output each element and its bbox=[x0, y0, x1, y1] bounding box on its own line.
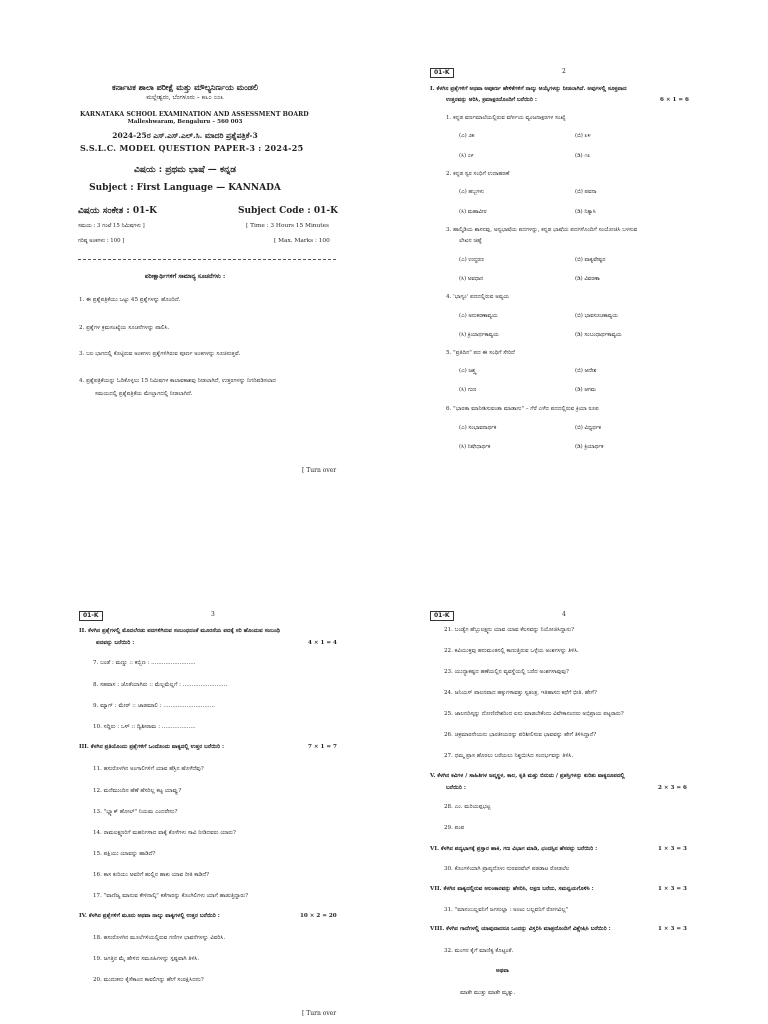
q2-option-d: (ಡಿ) ನಿತ್ಯಾಸಿ bbox=[575, 209, 596, 215]
instruction-3: 3. ಬಲ ಭಾಗದಲ್ಲಿ ಕೊಟ್ಟಿರುವ ಅಂಕಗಳು ಪ್ರಶ್ನೆಗಳಿಗಿರುವ ಪೂರ್ಣ ಅಂಕಗಳನ್ನು ಸೂಚಿಸುತ್ತವೆ. bbox=[79, 351, 241, 357]
item-19: 19. ಜಗತ್ತಿನ ಮೈ ಹೇಳಿದ ಸಮೂಹಿಗಳನ್ನು ಸ್ಪಷ್ಟವಾಗಿ ತಿಳಿಸಿ. bbox=[93, 956, 200, 962]
page-number: 2 bbox=[562, 68, 566, 75]
page-3 bbox=[0, 512, 384, 1024]
question-4: 4. 'ಭಾಗ್ಯಂ' ಪದದಲ್ಲಿರುವ ಅವ್ಯಯ bbox=[446, 294, 510, 300]
q3-option-b: (ಬಿ) ವಾಕ್ಯವೇಷ್ಟನ bbox=[575, 257, 606, 263]
subject-code-kn: ವಿಷಯ ಸಂಕೇತ : 01-K bbox=[78, 206, 157, 216]
item-7: 7. ಬಂಡೆ : ಮಣ್ಣು :: ಕಬ್ಬಿಣ : ......................... bbox=[93, 660, 196, 666]
q4-option-a: (ಎ) ಅನುಕರಣಾವ್ಯಯ bbox=[459, 313, 498, 319]
instruction-1: 1. ಈ ಪ್ರಶ್ನೆಪತ್ರಿಕೆಯು ಒಟ್ಟು 45 ಪ್ರಶ್ನೆಗಳನ್ನು ಹೊಂದಿದೆ. bbox=[79, 297, 181, 303]
item-32-alt: ಮಾತೇ ಮುತ್ತು ಮಾತೇ ಮೃತ್ಯು. bbox=[460, 990, 516, 996]
q1-option-d: (ಡಿ) ೧೩ bbox=[575, 153, 591, 159]
q3-option-a: (ಎ) ಉದ್ಧರಣ bbox=[459, 257, 484, 263]
item-25: 25. ಜಾಲನದಿಸ್ಕನ್ನು ದೋಣಿದೇಶರಿಂದ ಏನು ಮಾಡಬೇಕೆಂದು ವಿವೇಕಾನಂದರು ಅಭಿಪ್ರಾಯ ಪಟ್ಟರಾರು? bbox=[444, 711, 624, 717]
item-22: 22. ಕವಿಯುಕ್ತವು ಹನುಮಂತನಲ್ಲಿ ಕಾಣುತ್ತಿರುವ ಒಳ್ಳೆಯ ಅಂಶಗಳನ್ನು ತಿಳಿಸಿ. bbox=[444, 648, 579, 654]
item-30: 30. ಕೊಂಗಳಿಯಾಗಿ ಪ್ರಾಪ್ಯದೊಳು ನುರವರವೆಲ್ ಪಡಡಾಟ ರೋಡಲೆಲ bbox=[444, 866, 570, 872]
q5-option-c: (ಸಿ) ಗುಣ bbox=[459, 387, 477, 393]
item-27: 27. ಧಮ್ಮ ಪ್ರಾಸ ಹೊರಲು ಬರೆಯಲು ನಿಶ್ಚಯಿಸಿದ ಸಂದರ್ಭವನ್ನು ತಿಳಿಸಿ. bbox=[444, 753, 574, 759]
instruction-4: 4. ಪ್ರಶ್ನೆಪತ್ರಿಕೆಯನ್ನು ಓದಿಕೊಳ್ಳಲು 15 ನಿಮಿಷಗಳ ಕಾಲಾವಕಾಶವು ನೀಡಲಾಗಿದೆ, ಉತ್ತರಗಳನ್ನು ನಿಗದಿಪಡಿಸಲಾದ bbox=[79, 378, 277, 384]
q2-option-c: (ಸಿ) ಮಹಾವೀರ bbox=[459, 209, 487, 215]
turn-over: [ Turn over bbox=[302, 1010, 337, 1017]
board-name-en: KARNATAKA SCHOOL EXAMINATION AND ASSESSMENT BOARD bbox=[80, 111, 309, 118]
item-23: 23. ಯುದ್ಧಾಕಷ್ಟದ ಹಣೆಯಲ್ಲಿನ ವ್ಯವಸ್ಥೆಯಲ್ಲಿ ಬರೆದ ಅಂಶಗಳಾವುವು? bbox=[444, 669, 569, 675]
item-24: 24. ಜನಿಯಸ್ ಪಾಲನವಾದ ಹಕ್ಕುಗಳಾವತ್ತು ಸ್ವತಂತ್ರ, ಇತಿಹಾಸದ ಕಥೆಗೆ ಭೀತಿ. ಹೇಗೆ? bbox=[444, 690, 597, 696]
page-code-tag: 01-K bbox=[79, 611, 103, 621]
item-20: 20. ಮುದುಕನು ಕೈಸೆಕಾಂದ ಕಾವಲಿಗನ್ನು ಹೇಗೆ ಸಂರಕ್ಷಿಸಿದನು? bbox=[93, 977, 204, 983]
item-13: 13. "ಬ್ಲ್ಯಾಕ್ ಹೋಲ್" ನಿಯಮ ಎಂದರೇನು? bbox=[93, 809, 178, 815]
item-9: 9. ಮ್ಯಾಗ್ : ಮೇರ್ :: ಜಾಡಮಾಲಿ : ............................. bbox=[93, 703, 215, 709]
item-28: 28. ಎಂ. ಮರಿಯಪ್ಪಭಟ್ಟ bbox=[444, 804, 491, 810]
section-8-marks: 1 × 3 = 3 bbox=[658, 926, 687, 932]
item-16: 16. ಕಾಸ ಕುರಿಯು ಅವರಿಗೆ ಹುಲ್ಲಿನ ಹಾಕು ಯಾವ ರೀತಿ ಕಾಡಿದೆ? bbox=[93, 872, 210, 878]
q4-option-b: (ಬಿ) ಭಾವಸೂಚಕಾವ್ಯಯ bbox=[575, 313, 618, 319]
instruction-2: 2. ಪ್ರಶ್ನೆಗಳ ಕ್ರಮಸಂಖ್ಯೆಯ ಸೂಚನೆಗಳನ್ನು ಪಾಲಿಸಿ. bbox=[79, 325, 170, 331]
section-2-instruction: II. ಕೆಳಗಿನ ಪ್ರಶ್ನೆಗಳಲ್ಲಿ ಮೊದಲೆರಡು ಪದಗಳಿಗಿರುವ ಸಂಬಂಧದಂತೆ ಮೂರನೆಯ ಪದಕ್ಕೆ ಸರಿ ಹೊಂದುವ ಸಂಬಂಧಿ bbox=[79, 628, 281, 634]
item-8: 8. ಸಹವಾಸ : ಜೊತೆಯಾಗಿರು :: ಮೆಲ್ಲಮೆಲ್ಲಗೆ : ......................... bbox=[93, 682, 228, 688]
subject-kn: ವಿಷಯ : ಪ್ರಥಮ ಭಾಷೆ — ಕನ್ನಡ bbox=[134, 165, 236, 175]
q6-option-b: (ಬಿ) ವಿಧ್ಯರ್ಥಕ bbox=[575, 425, 601, 431]
item-12: 12. ಮನೆಮುಂದಿನ ಹೆಣೆ ಹೆಸರಿಲ್ಲ ಕಟ್ಟ ಯಾವ್ವು? bbox=[93, 788, 182, 794]
section-1-instruction-cont: ಉತ್ತರವನ್ನು ಆರಿಸಿ, ಕ್ರಮಾಕ್ಷರದೊಂದಿಗೆ ಬರೆಯಿರಿ : bbox=[446, 97, 537, 103]
item-32: 32. ಮಂಗನ ಕೈಗೆ ಮಾಣಿಕ್ಯ ಕೊಟ್ಟಂತೆ. bbox=[444, 948, 514, 954]
item-26: 26. ಚಕ್ರಮಾರನೇಯನು ಭಾರತೀಯರನ್ನು ಪರಿಶೀಲಿಸುವ ಭಾವವನ್ನು ಹೇಗೆ ತಿಳಿಸಿದ್ದಾನೆ? bbox=[444, 732, 597, 738]
section-8-instruction: VIII. ಕೆಳಗಿನ ಗಾದೆಗಳಲ್ಲಿ ಯಾವುದಾದರೂ ಒಂದನ್ನು ವಿಸ್ತರಿಸಿ ಮಾತ್ರದೊಂದಿಗೆ ವಿಶ್ಲೇಷಿಸಿ ಬರೆಯಿರಿ : bbox=[430, 926, 611, 932]
section-7-marks: 1 × 3 = 3 bbox=[658, 886, 687, 892]
question-1: 1. ಕನ್ನಡ ವರ್ಣಮಾಲೆಯಲ್ಲಿರುವ ವರ್ಗೀಯ ವ್ಯಂಜನಾಕ್ಷರಗಳ ಸಂಖ್ಯೆ bbox=[446, 115, 566, 121]
section-4-marks: 10 × 2 = 20 bbox=[300, 913, 337, 919]
item-18: 18. ಹಸುರೊಳಗಿನ ಮೂಲೆಗಳಿಯಲ್ಲಿರುವ ಗಣಿಗಳ ಭಾವನೆಗಳನ್ನು ವಿವರಿಸಿ. bbox=[93, 935, 226, 941]
question-2: 2. ಕನ್ನಡ ಸ್ವರ ಸಂಧಿಗೆ ಉದಾಹರಣೆ bbox=[446, 171, 510, 177]
q1-option-b: (ಬಿ) ೩೪ bbox=[575, 133, 591, 139]
section-7-instruction: VII. ಕೆಳಗಿನ ವಾಕ್ಯದಲ್ಲಿರುವ ಅಲಂಕಾರವನ್ನು ಹೆಸರಿಸಿ, ಲಕ್ಷಣ ಬರೆದು, ಸಮನ್ವಯಗೊಳಿಸಿ : bbox=[430, 886, 594, 892]
question-3: 3. ಹಾಲ್ಮಿಡಿಯ ಶಾಸನವು, ಅನ್ಯಭಾಷೆಯ ಪದಗಳನ್ನು, ಕನ್ನಡ ಭಾಷೆಯ ಪದಗಳೊಂದಿಗೆ ಸಂಯೋಜಿಸಿ ಬಳಸುವ bbox=[446, 227, 638, 233]
section-4-instruction: IV. ಕೆಳಗಿನ ಪ್ರಶ್ನೆಗಳಿಗೆ ಮೂರು ಅಥವಾ ನಾಲ್ಕು ವಾಕ್ಯಗಳಲ್ಲಿ ಉತ್ತರ ಬರೆಯಿರಿ : bbox=[79, 913, 220, 919]
instructions-title: ಪರೀಕ್ಷಾರ್ಥಿಗಳಿಗೆ ಸಾಮಾನ್ಯ ಸೂಚನೆಗಳು : bbox=[144, 273, 226, 280]
section-5-marks: 2 × 3 = 6 bbox=[658, 785, 687, 791]
page-1-cover bbox=[0, 0, 384, 512]
page-code-tag: 01-K bbox=[430, 68, 454, 78]
question-3-cont: ಲೇಖನ ಚಿಹ್ನೆ bbox=[459, 238, 483, 244]
page-4 bbox=[384, 512, 768, 1024]
section-1-marks: 6 × 1 = 6 bbox=[660, 97, 689, 103]
section-1-instruction: I. ಕೆಳಗಿನ ಪ್ರಶ್ನೆಗಳಿಗೆ ಅಥವಾ ಅಪೂರ್ಣ ಹೇಳಿಕೆಗಳಿಗೆ ನಾಲ್ಕು ಆಯ್ಕೆಗಳನ್ನು ನೀಡಲಾಗಿದೆ. ಅವುಗಳಲ್ಲಿ ಸೂಕ್ತವಾದ bbox=[430, 86, 627, 92]
q6-option-c: (ಸಿ) ನಿಷೇಧಾರ್ಥಕ bbox=[459, 444, 491, 450]
q3-option-d: (ಡಿ) ವಿವರಣಾ bbox=[575, 276, 600, 282]
marks-kn: ಗರಿಷ್ಠ ಅಂಕಗಳು : 100 ] bbox=[78, 238, 125, 244]
or-label: ಅಥವಾ bbox=[496, 968, 509, 974]
item-10: 10. ಸದ್ದಿರು : ಒಳ್ :: ದ್ವಿಶೀರಾಮ : ................... bbox=[93, 724, 196, 730]
section-3-instruction: III. ಕೆಳಗಿನ ಪ್ರತಿಯೊಂದು ಪ್ರಶ್ನೆಗಳಿಗೆ ಒಂದೊಂದು ವಾಕ್ಯದಲ್ಲಿ ಉತ್ತರ ಬರೆಯಿರಿ : bbox=[79, 744, 225, 750]
instruction-4-cont: ಸಮಯದಲ್ಲಿ ಪ್ರಶ್ನೆಪತ್ರಿಕೆಯ ಮೇಲ್ಭಾಗದಲ್ಲಿ ನೀಡಲಾಗಿದೆ. bbox=[95, 391, 193, 397]
board-name-kn: ಕರ್ನಾಟಕ ಶಾಲಾ ಪರೀಕ್ಷೆ ಮತ್ತು ಮೌಲ್ಯನಿರ್ಣಯ ಮಂಡಲಿ bbox=[112, 82, 258, 92]
item-31: 31. "ಮಾನಂಬಲ್ಲವನಿಗೆ ಜಗಸುಲ್ಲಾ : ಅಂಟು ಬಲ್ಲವನಿಗೆ ರೋಗವಿಲ್ಲ" bbox=[444, 907, 569, 913]
turn-over: [ Turn over bbox=[302, 467, 337, 474]
page-number: 4 bbox=[562, 611, 566, 618]
item-15: 15. ಪಕ್ಷಿಯು ಯಾವನ್ನು ಹಾಡಿದೆ? bbox=[93, 851, 156, 857]
q3-option-c: (ಸಿ) ಅವಧಾನ bbox=[459, 276, 484, 282]
section-2-marks: 4 × 1 = 4 bbox=[308, 640, 337, 646]
section-6-marks: 1 × 3 = 3 bbox=[658, 846, 687, 852]
item-29: 29. ಪಂಪ bbox=[444, 825, 465, 831]
q2-option-a: (ಎ) ಹಬ್ಬಗಳು bbox=[459, 189, 484, 195]
paper-title-kn: 2024-25ರ ಎಸ್.ಎಸ್.ಎಲ್.ಸಿ. ಮಾದರಿ ಪ್ರಶ್ನೆಪತ್ರಿಕೆ-3 bbox=[112, 131, 258, 140]
page-2 bbox=[384, 0, 768, 512]
page-code-tag: 01-K bbox=[430, 611, 454, 621]
q4-option-d: (ಡಿ) ಸಂಬಂಧಾರ್ಥಕಾವ್ಯಯ bbox=[575, 332, 622, 338]
item-14: 14. ರಾಮಲಕ್ಷ್ಮಣರಿಗೆ ಮಹನಿಗಳಾದ ವಾಕ್ಕೆ ಕೊಳೆಗಳು ಸಾವಿ ನೀಡಿದವರು ಯಾರು? bbox=[93, 830, 236, 836]
subject-code-en: Subject Code : 01-K bbox=[238, 206, 338, 216]
q4-option-c: (ಸಿ) ಕ್ರಿಯಾರ್ಥಕಾವ್ಯಯ bbox=[459, 332, 499, 338]
q6-option-a: (ಎ) ಸಂಭಾವನಾರ್ಥಕ bbox=[459, 425, 497, 431]
section-5-instruction: V. ಕೆಳಗಿನ ಕವಿಗಳ / ಸಾಹಿತಿಗಳ ಜನ್ಮಸ್ಥಳ, ಕಾಲ, ಕೃತಿ ಮತ್ತು ಬಿರುದು / ಪ್ರಶಸ್ತಿಗಳನ್ನು ಕುರಿತು ವಾಕ್ಯರೂಪದಲ್ಲಿ bbox=[430, 773, 625, 779]
marks-en: [ Max. Marks : 100 bbox=[274, 238, 330, 244]
question-5: 5. "ಪ್ರತಿದಿನ" ಪದ ಈ ಸಂಧಿಗೆ ಸೇರಿದೆ bbox=[446, 350, 515, 356]
item-17: 17. "ವಾಣಿಜ್ಯ ಮಾನುವ ಕೇಳಿನಾಲ್ಕಿ" ಕತೆಗಾರನ್ನು ಕೊಂಗಿಲಿಗಳು ಯಾಗೆ ಹಾಡುತ್ತಿದ್ದಾರು? bbox=[93, 893, 249, 899]
paper-title-en: S.S.L.C. MODEL QUESTION PAPER-3 : 2024-25 bbox=[80, 143, 304, 153]
q5-option-b: (ಬಿ) ಆದೇಶ bbox=[575, 368, 597, 374]
board-place-kn: ಮಲ್ಲೇಶ್ವರಂ, ಬೆಂಗಳೂರು – ೫೬೦ ೦೦೩ bbox=[146, 94, 224, 101]
page-number: 3 bbox=[211, 611, 215, 618]
section-5-instruction-cont: ಬರೆಯಿರಿ : bbox=[446, 785, 466, 791]
q1-option-c: (ಸಿ) ೦೯ bbox=[459, 153, 474, 159]
board-place-en: Malleshwaram, Bengaluru – 560 003 bbox=[127, 119, 243, 125]
q6-option-d: (ಡಿ) ಕ್ರಿಯಾರ್ಥಕ bbox=[575, 444, 604, 450]
time-kn: ಸಮಯ : 3 ಗಂಟೆ 15 ನಿಮಿಷಗಳು ] bbox=[78, 223, 145, 229]
section-3-marks: 7 × 1 = 7 bbox=[308, 744, 337, 750]
time-en: [ Time : 3 Hours 15 Minutes bbox=[246, 223, 329, 229]
q2-option-b: (ಬಿ) ಪವನಾ bbox=[575, 189, 597, 195]
q1-option-a: (ಎ) ೨೫ bbox=[459, 133, 475, 139]
q5-option-d: (ಡಿ) ಆಗಮ bbox=[575, 387, 596, 393]
item-11: 11. ಹಸುರೊಳಗಿನ ಅಂಗಾಲಿಗಳಿಗೆ ಯಾವ ಹೆಸ್ರಿನ ಹೊಳೆದೆವು? bbox=[93, 766, 204, 772]
header-divider bbox=[78, 259, 336, 260]
subject-en: Subject : First Language — KANNADA bbox=[89, 183, 281, 193]
section-6-instruction: VI. ಕೆಳಗಿನ ಪದ್ಯಭಾಗಕ್ಕೆ ಪ್ರಸ್ತಾರ ಹಾಕಿ, ಗಣ ವಿಭಾಗ ಮಾಡಿ, ಛಂದಸ್ಸಿನ ಹೆಸರನ್ನು ಬರೆಯಿರಿ : bbox=[430, 846, 598, 852]
section-2-instruction-cont: ಪದವನ್ನು ಬರೆಯಿರಿ : bbox=[96, 640, 135, 646]
q5-option-a: (ಎ) ಜಶ್ತ್ವ bbox=[459, 368, 477, 374]
item-21: 21. ಬಂಡ್ಯೆಗ ಹೆಬ್ಬುಲಕ್ಷ್ಮನು ಯಾವ ಯಾವ ಕೆಲಸವನ್ನು ನಿಯೋಜಿಸಿದ್ದಾನು? bbox=[444, 627, 575, 633]
question-6: 6. "ಭಾರತಾ ಮಾನೀಶಿಸುವಂತಾ ಮಾಡಾಗು" – ಗೆರೆ ಎಳೆದ ಪದದಲ್ಲಿರುವ ಕ್ರಿಯಾ ರೂಪ bbox=[446, 406, 599, 412]
